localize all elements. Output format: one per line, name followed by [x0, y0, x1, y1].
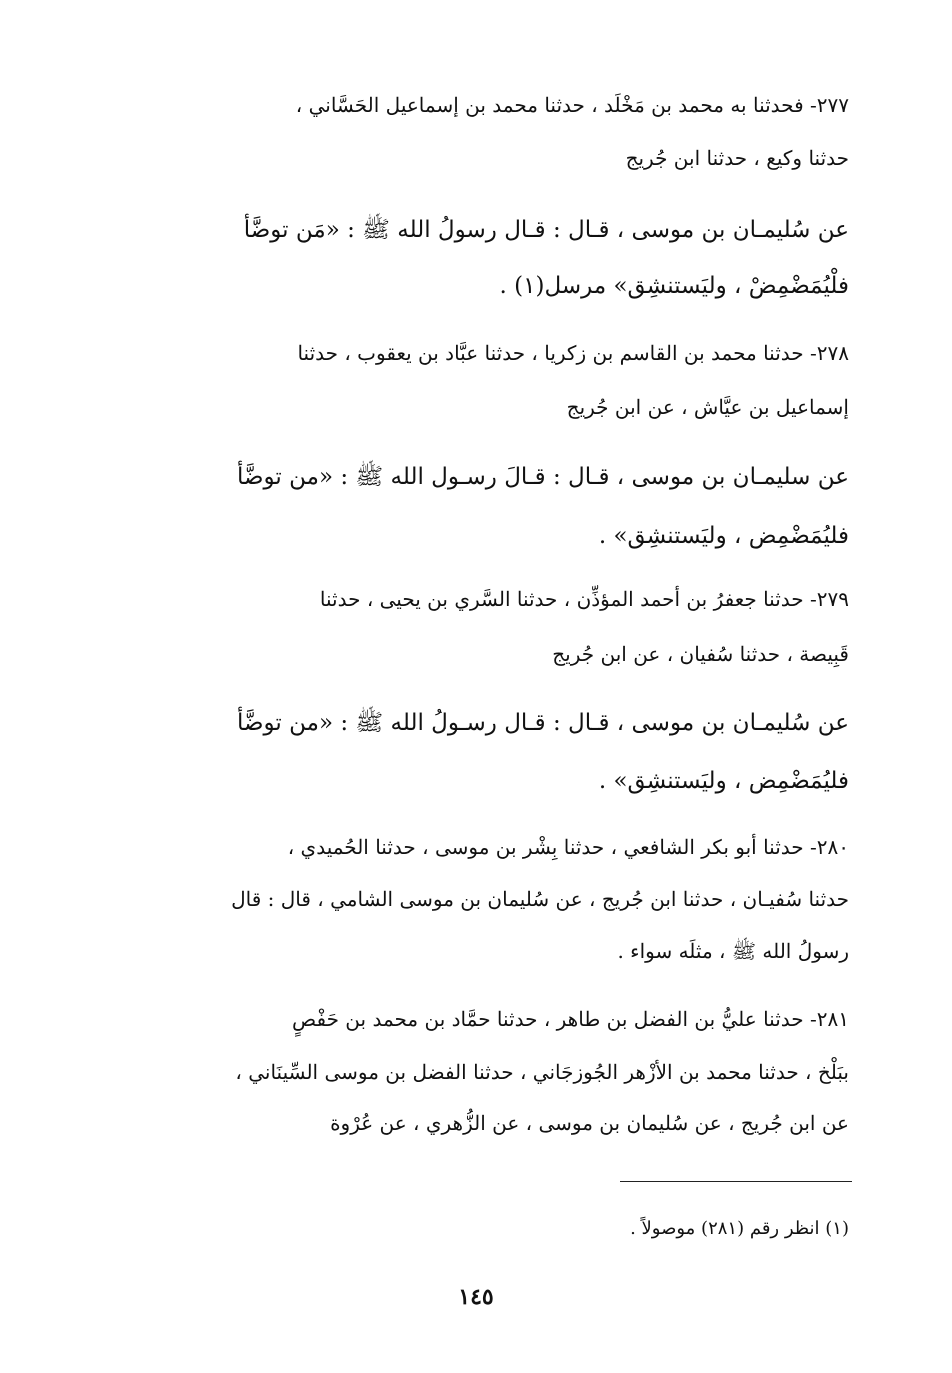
hadith-280-line-1: ٢٨٠- حدثنا أبو بكر الشافعي ، حدثنا بِشْر بن موسى ، حدثنا الحُميدي ، — [287, 835, 849, 859]
matn-279-line-1: عن سُليمـان بن موسى ، قـال : قـال رسـولُ الله ﷺ : «من توضَّأ — [237, 710, 849, 736]
footnote: (١) انظر رقم (٢٨١) موصولاً . — [630, 1218, 849, 1239]
hadith-280-line-2: حدثنا سُفيـان ، حدثنا ابن جُريج ، عن سُليمان بن موسى الشامي ، قال : قال — [231, 887, 849, 911]
hadith-280-line-3: رسولُ الله ﷺ ، مثلَه سواء . — [617, 939, 849, 963]
hadith-281-line-1: ٢٨١- حدثنا عليُّ بن الفضل بن طاهر ، حدثنا حمَّاد بن محمد بن حَفْصٍ — [291, 1007, 849, 1031]
hadith-281-line-3: عن ابن جُريج ، عن سُليمان بن موسى ، عن الزُّهري ، عن عُرْوة — [330, 1111, 849, 1135]
hadith-277-line-2: حدثنا وكيع ، حدثنا ابن جُريج — [625, 146, 849, 170]
matn-277-line-1: عن سُليمـان بن موسى ، قـال : قـال رسولُ الله ﷺ : «مَن توضَّأ — [243, 217, 849, 243]
matn-279-line-2: فليُمَضْمِض ، وليَستنشِق» . — [598, 768, 849, 794]
page-number: ١٤٥ — [458, 1284, 494, 1310]
hadith-281-line-2: ببَلْخ ، حدثنا محمد بن الأزْهر الجُوزجَاني ، حدثنا الفضل بن موسى السِّينَاني ، — [235, 1060, 849, 1084]
matn-277-line-2: فلْيُمَضْمِضْ ، وليَستنشِق» مرسل(١) . — [499, 273, 849, 299]
hadith-279-line-2: قَبِيصة ، حدثنا سُفيان ، عن ابن جُريج — [552, 642, 849, 666]
hadith-278-line-2: إسماعيل بن عيَّاش ، عن ابن جُريج — [566, 395, 849, 419]
hadith-277-line-1: ٢٧٧- فحدثنا به محمد بن مَخْلَد ، حدثنا محمد بن إسماعيل الحَسَّاني ، — [295, 93, 849, 117]
hadith-278-line-1: ٢٧٨- حدثنا محمد بن القاسم بن زكريا ، حدثنا عبَّاد بن يعقوب ، حدثنا — [297, 341, 849, 365]
matn-278-line-1: عن سليمـان بن موسى ، قـال : قـالَ رسـول الله ﷺ : «من توضَّأ — [237, 464, 849, 490]
hadith-279-line-1: ٢٧٩- حدثنا جعفرُ بن أحمد المؤذِّن ، حدثنا السَّري بن يحيى ، حدثنا — [319, 587, 849, 611]
footnote-separator — [620, 1181, 852, 1182]
matn-278-line-2: فليُمَضْمِض ، وليَستنشِق» . — [598, 523, 849, 549]
